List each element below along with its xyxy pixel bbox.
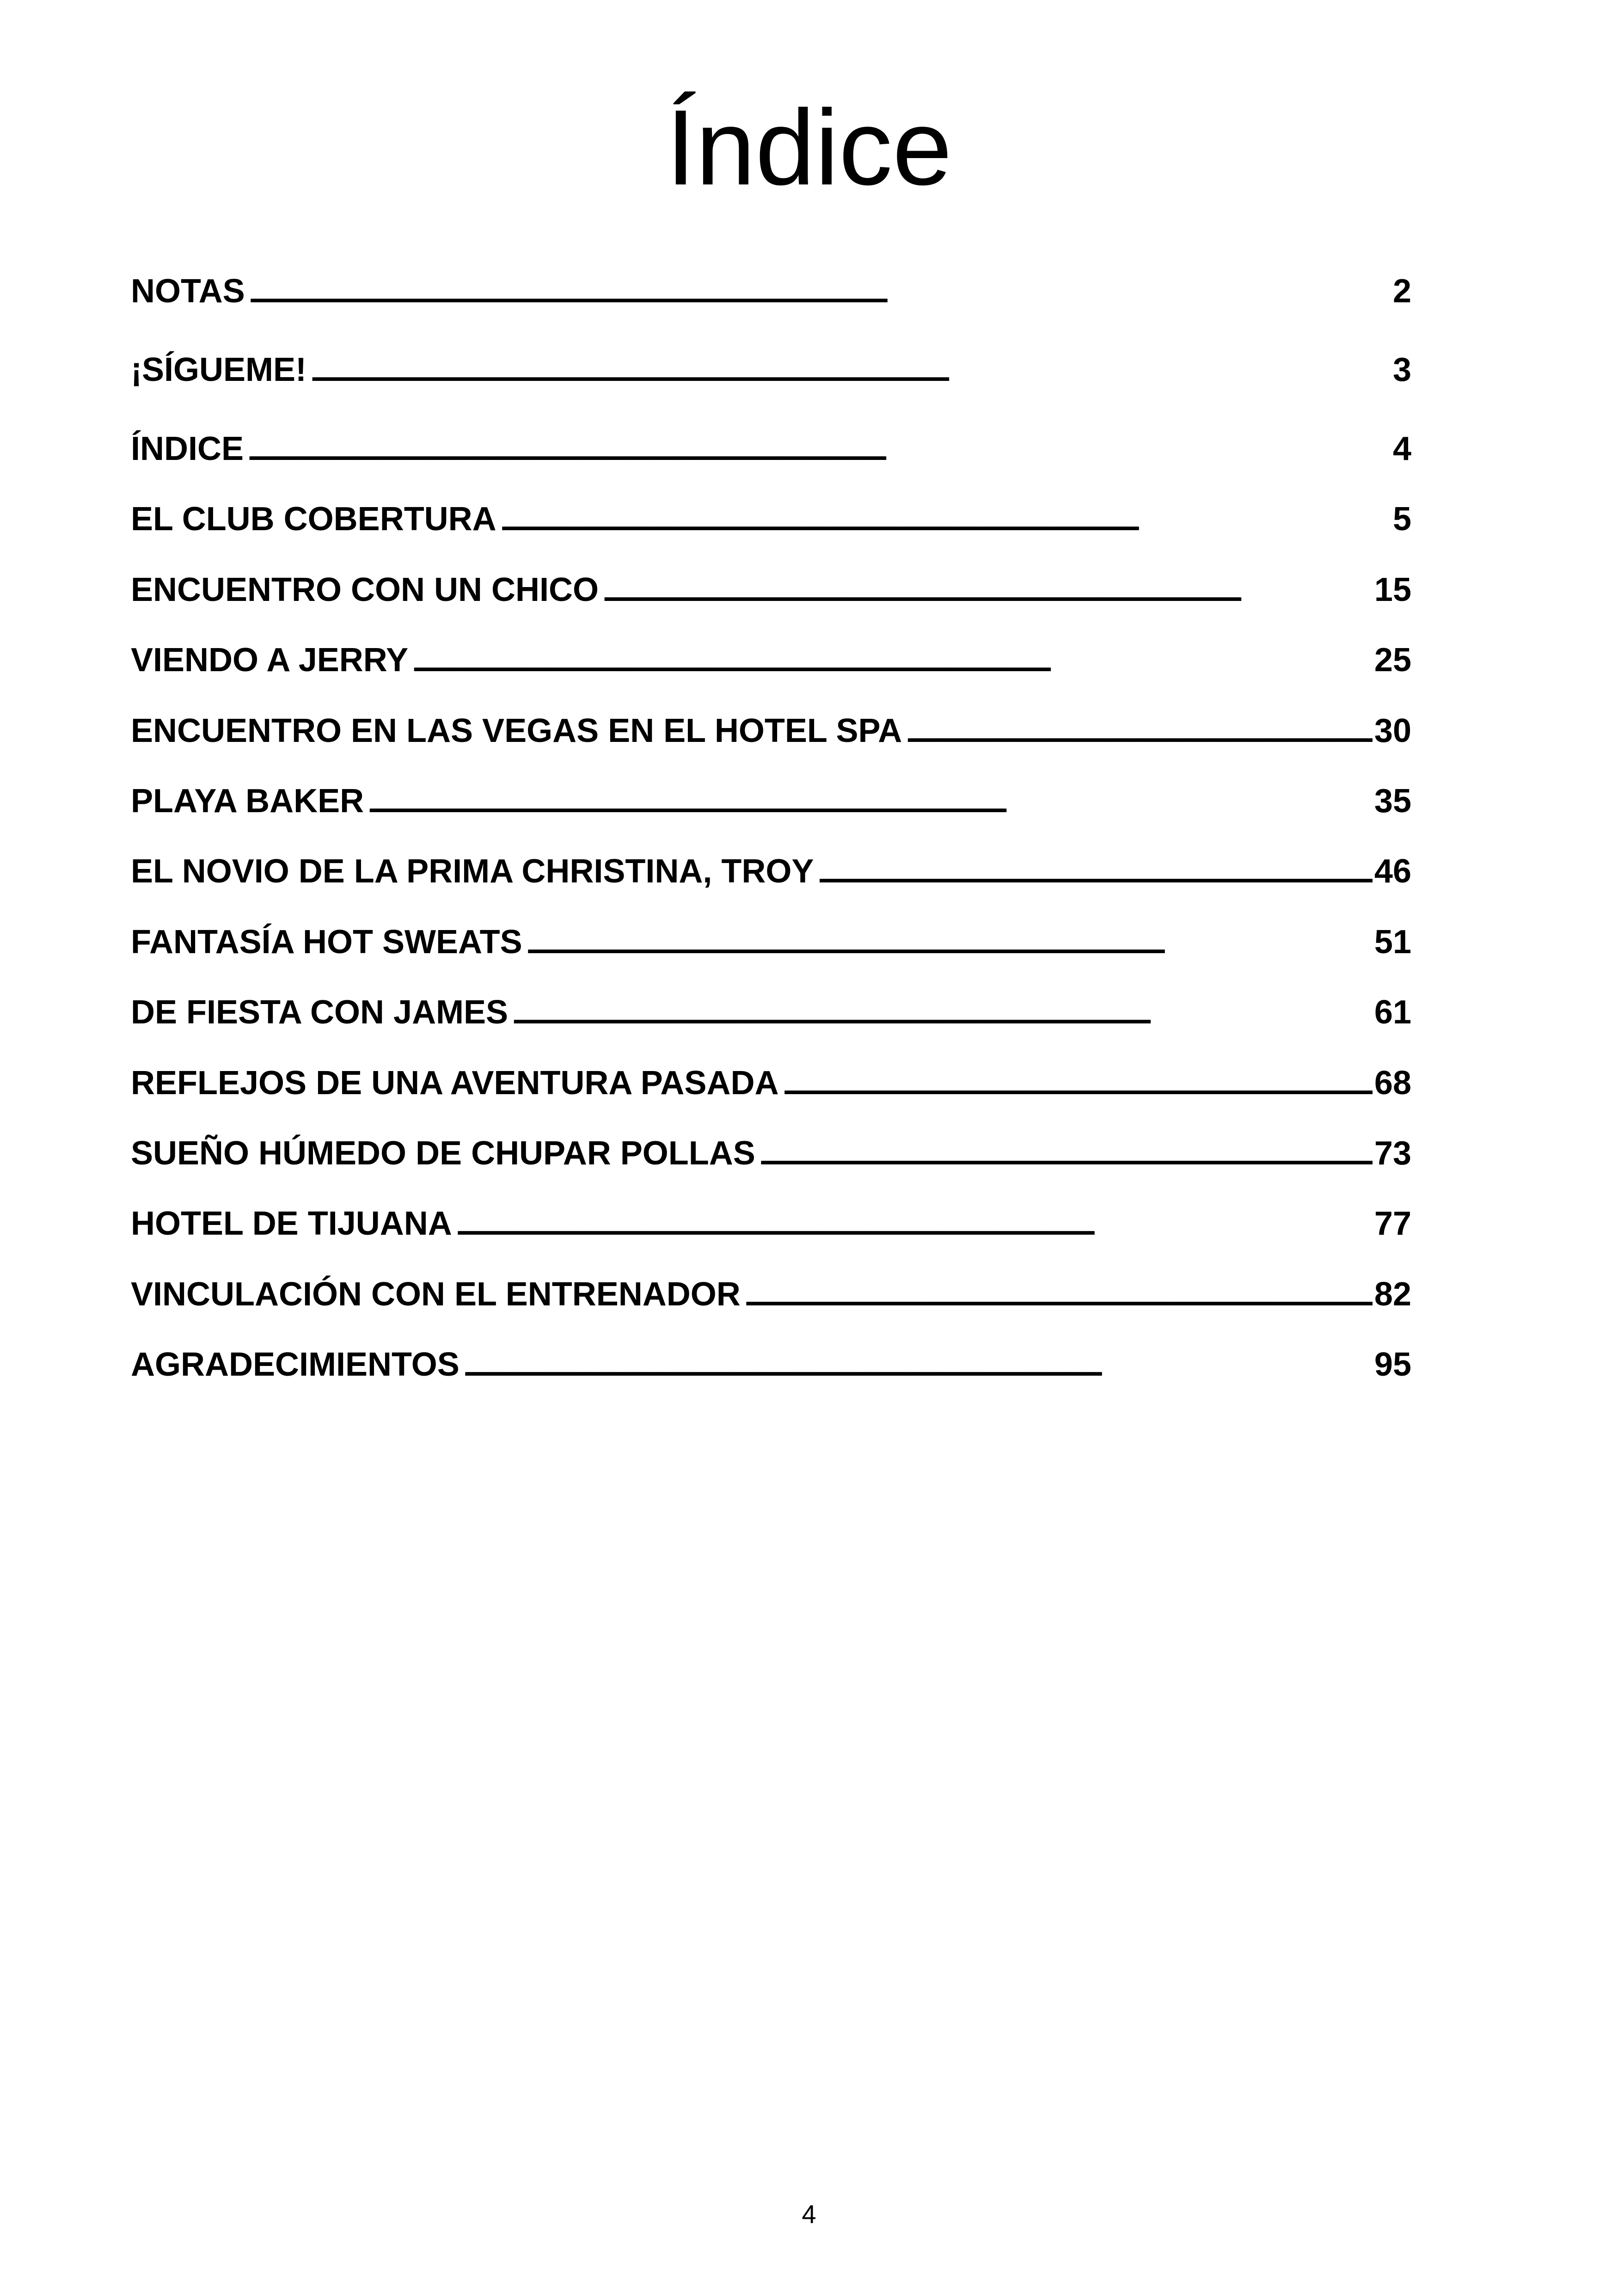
toc-entry-fantasia-hot-sweats[interactable] bbox=[131, 917, 1411, 967]
dot-leader bbox=[462, 1339, 1373, 1390]
toc-entry-reflejos-de-una-aventura[interactable] bbox=[131, 1058, 1411, 1108]
dot-leader bbox=[248, 266, 1391, 317]
toc-entry-page: 4 bbox=[1392, 430, 1411, 467]
toc-entry-title: SUEÑO HÚMEDO DE CHUPAR POLLAS bbox=[131, 1135, 755, 1172]
toc-entry-page: 35 bbox=[1374, 783, 1411, 820]
toc-entry-title: VINCULACIÓN CON EL ENTRENADOR bbox=[131, 1276, 741, 1313]
dot-leader bbox=[905, 705, 1373, 756]
toc-entry-de-fiesta-con-james[interactable] bbox=[131, 987, 1411, 1038]
toc-entry-title: ENCUENTRO CON UN CHICO bbox=[131, 571, 599, 608]
toc-entry-sueno-humedo[interactable] bbox=[131, 1128, 1411, 1179]
toc-entry-page: 2 bbox=[1392, 273, 1411, 310]
dot-leader bbox=[781, 1058, 1372, 1108]
toc-entry-page: 77 bbox=[1374, 1205, 1411, 1242]
toc-entry-page: 3 bbox=[1392, 351, 1411, 388]
toc-entry-title: EL CLUB COBERTURA bbox=[131, 501, 496, 538]
dot-leader bbox=[525, 917, 1373, 967]
toc-entry-sigueme[interactable] bbox=[131, 344, 1411, 395]
toc-entry-el-novio-de-la-prima[interactable] bbox=[131, 846, 1411, 897]
toc-entry-page: 51 bbox=[1374, 924, 1411, 961]
toc-entry-page: 68 bbox=[1374, 1065, 1411, 1102]
toc-entry-title: VIENDO A JERRY bbox=[131, 642, 409, 679]
toc-entry-el-club-cobertura[interactable] bbox=[131, 494, 1411, 545]
dot-leader bbox=[511, 987, 1373, 1038]
dot-leader bbox=[499, 494, 1391, 545]
dot-leader bbox=[411, 635, 1373, 686]
toc-entry-notas[interactable] bbox=[131, 266, 1411, 317]
dot-leader bbox=[758, 1128, 1373, 1179]
toc-entry-title: PLAYA BAKER bbox=[131, 783, 364, 820]
toc-entry-agradecimientos[interactable] bbox=[131, 1339, 1411, 1390]
toc-entry-title: ¡SÍGUEME! bbox=[131, 351, 307, 388]
dot-leader bbox=[743, 1269, 1373, 1320]
toc-entry-page: 46 bbox=[1374, 853, 1411, 890]
toc-entry-title: EL NOVIO DE LA PRIMA CHRISTINA, TROY bbox=[131, 853, 814, 890]
dot-leader bbox=[246, 423, 1391, 474]
toc-entry-indice[interactable] bbox=[131, 423, 1411, 474]
toc-entry-page: 15 bbox=[1374, 571, 1411, 608]
page-title: Índice bbox=[666, 88, 952, 208]
toc-entry-title: FANTASÍA HOT SWEATS bbox=[131, 924, 522, 961]
dot-leader bbox=[309, 344, 1391, 395]
page-number: 4 bbox=[802, 2199, 816, 2229]
toc-entry-title: HOTEL DE TIJUANA bbox=[131, 1205, 452, 1242]
dot-leader bbox=[601, 564, 1373, 615]
toc-entry-vinculacion-con-el-entrenador[interactable] bbox=[131, 1269, 1411, 1320]
toc-entry-hotel-de-tijuana[interactable] bbox=[131, 1198, 1411, 1249]
toc-entry-page: 5 bbox=[1392, 501, 1411, 538]
toc-entry-page: 30 bbox=[1374, 712, 1411, 749]
toc-entry-page: 73 bbox=[1374, 1135, 1411, 1172]
dot-leader bbox=[455, 1198, 1373, 1249]
toc-entry-title: NOTAS bbox=[131, 273, 245, 310]
dot-leader bbox=[816, 846, 1373, 897]
toc-entry-encuentro-en-las-vegas[interactable] bbox=[131, 705, 1411, 756]
toc-entry-title: DE FIESTA CON JAMES bbox=[131, 994, 509, 1031]
toc-entry-viendo-a-jerry[interactable] bbox=[131, 635, 1411, 686]
toc-entry-page: 25 bbox=[1374, 642, 1411, 679]
dot-leader bbox=[367, 776, 1373, 827]
toc-entry-playa-baker[interactable] bbox=[131, 776, 1411, 827]
toc-entry-page: 82 bbox=[1374, 1276, 1411, 1313]
toc-entry-title: ENCUENTRO EN LAS VEGAS EN EL HOTEL SPA bbox=[131, 712, 902, 749]
toc-entry-page: 95 bbox=[1374, 1346, 1411, 1383]
toc-entry-title: ÍNDICE bbox=[131, 430, 244, 467]
toc-entry-page: 61 bbox=[1374, 994, 1411, 1031]
toc-entry-title: AGRADECIMIENTOS bbox=[131, 1346, 460, 1383]
toc-entry-title: REFLEJOS DE UNA AVENTURA PASADA bbox=[131, 1065, 779, 1102]
toc-entry-encuentro-con-un-chico[interactable] bbox=[131, 564, 1411, 615]
